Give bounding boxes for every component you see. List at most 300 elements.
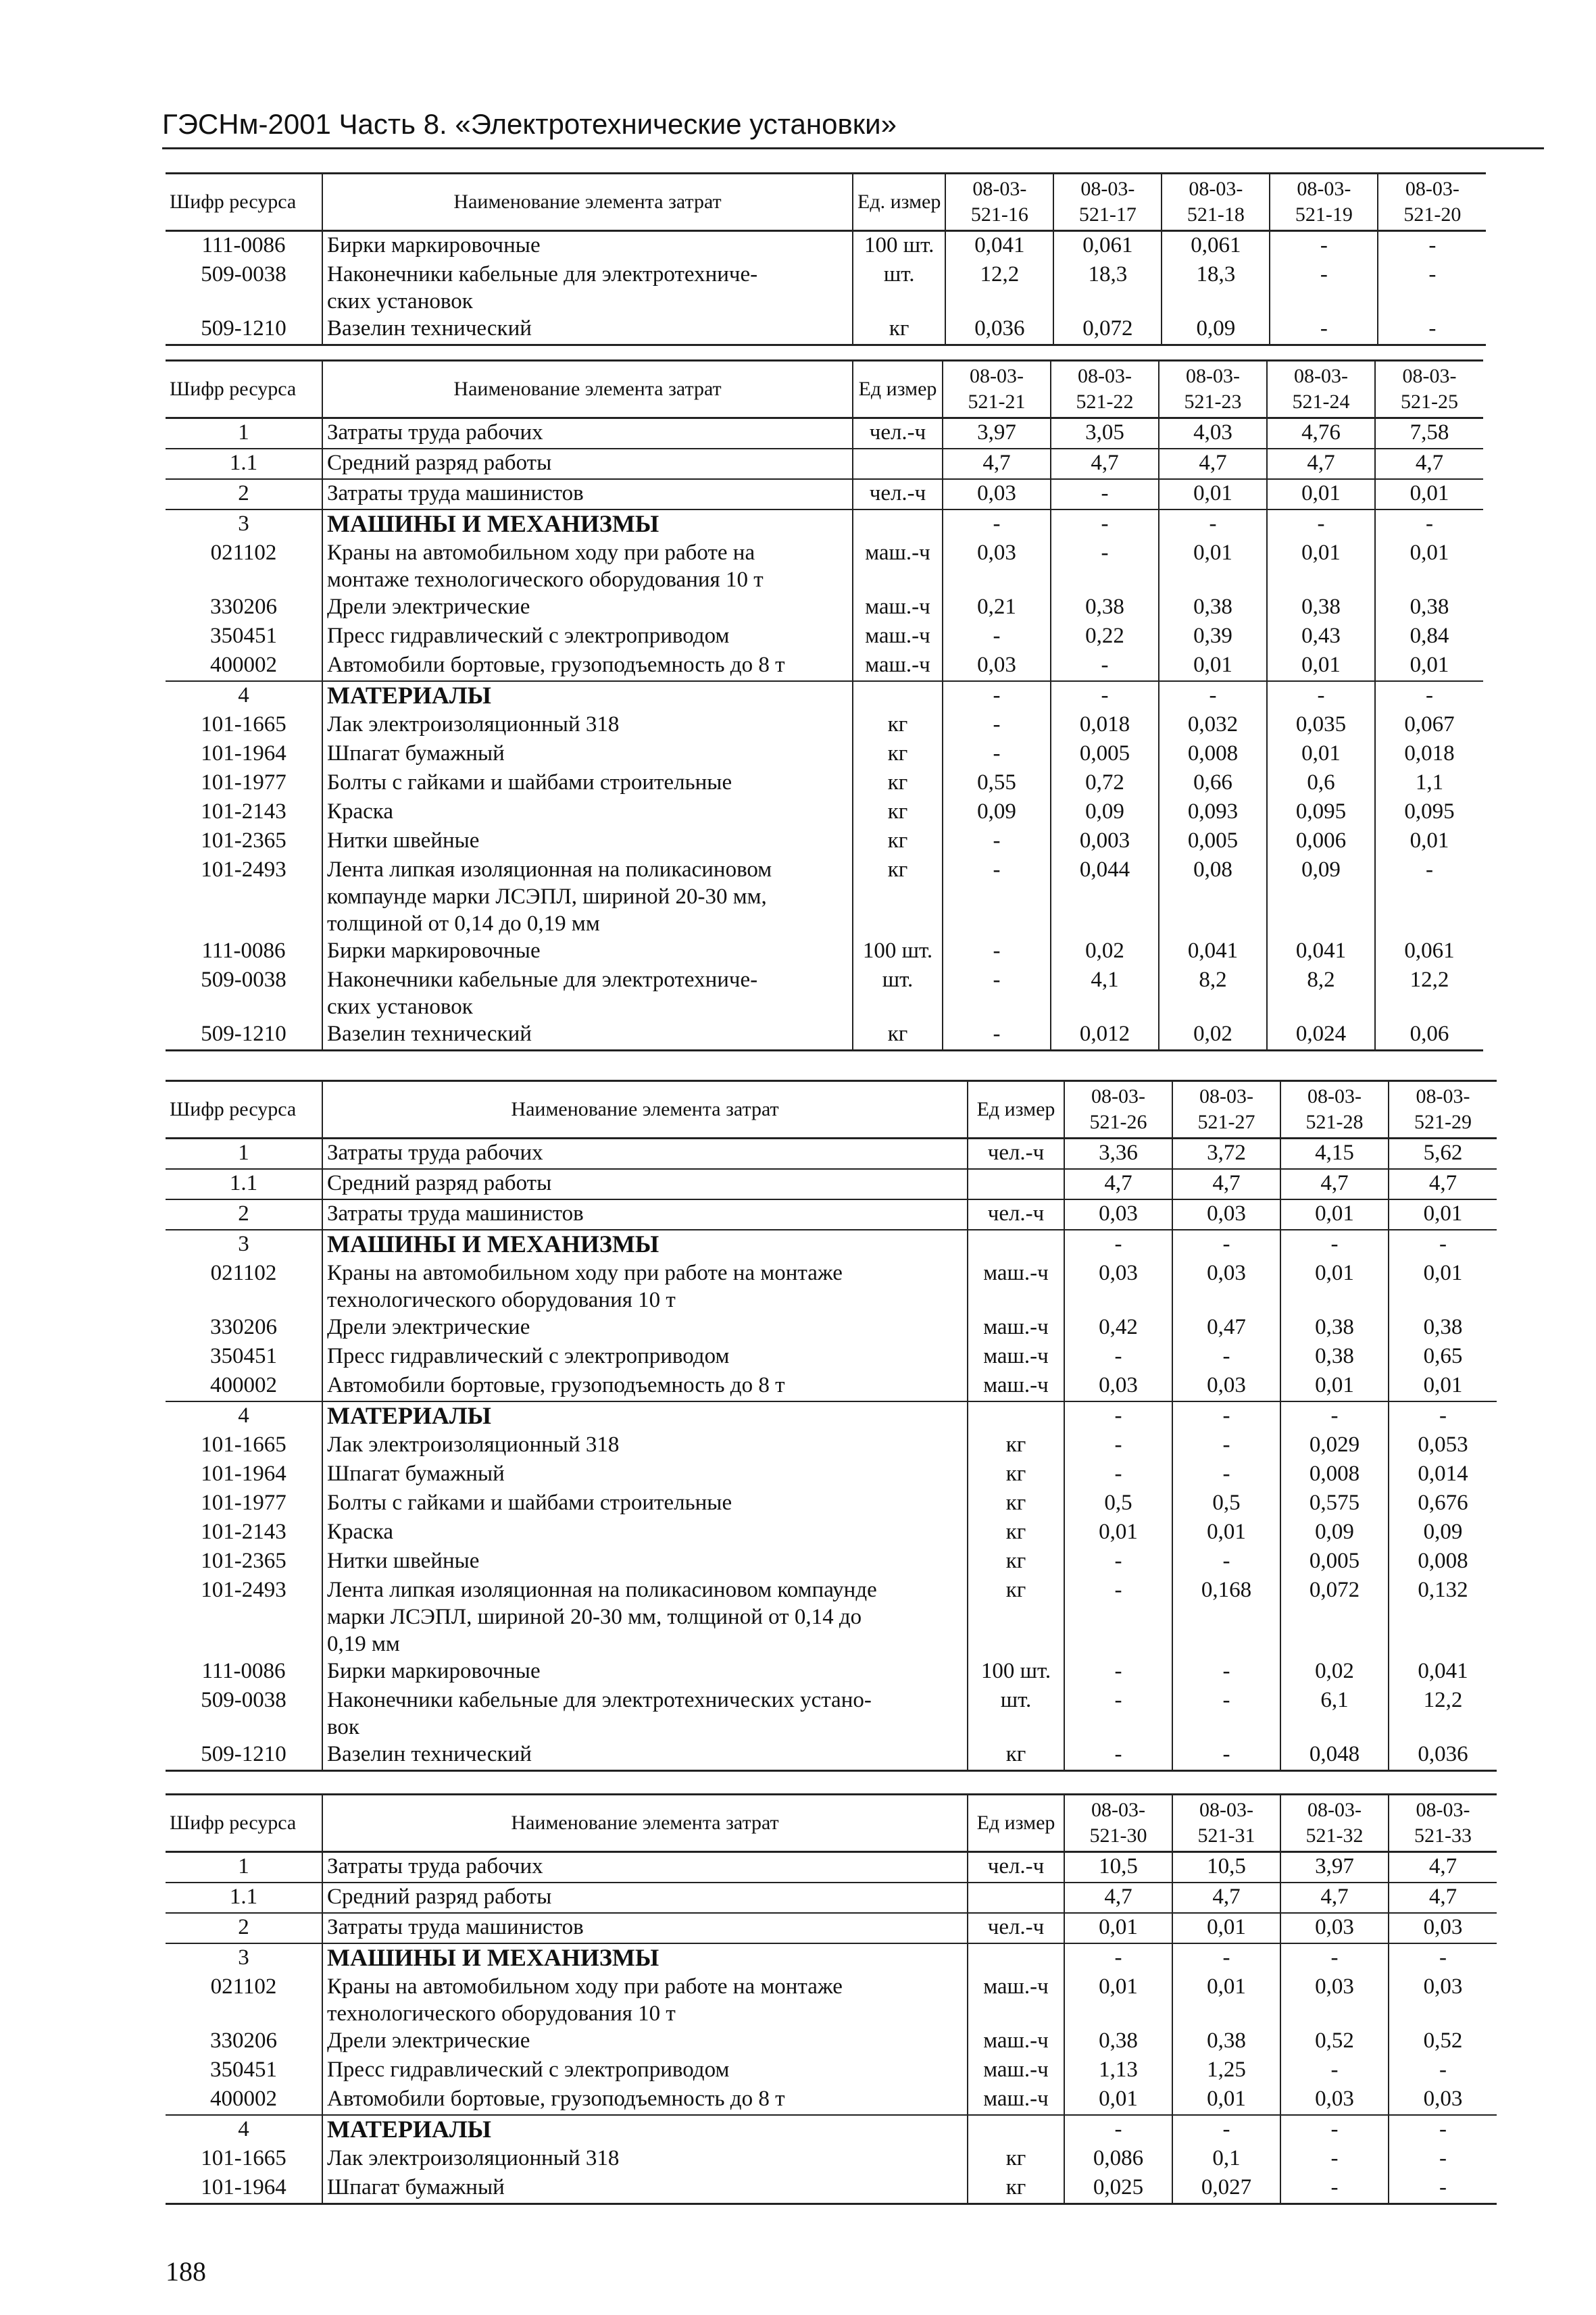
resource-value: - — [1064, 1576, 1172, 1658]
table-row — [166, 2174, 1497, 2204]
resource-value: 0,03 — [1064, 1199, 1172, 1230]
resource-name-line: 0,19 мм — [327, 1632, 400, 1656]
table-row — [166, 2056, 1497, 2085]
table-row — [166, 1687, 1497, 1741]
resource-unit: кг — [853, 315, 945, 345]
resource-unit: маш.-ч — [968, 2056, 1064, 2085]
resource-value: 4,03 — [1159, 418, 1267, 449]
resource-value: 0,39 — [1159, 622, 1267, 651]
resource-value: 0,086 — [1064, 2145, 1172, 2174]
resource-value: 0,025 — [1064, 2174, 1172, 2204]
resource-code: 3 — [238, 512, 249, 536]
resource-value: - — [1051, 509, 1159, 539]
resource-value: - — [1172, 1687, 1280, 1741]
resource-name-line: Дрели электрические — [327, 1315, 530, 1339]
table-row — [166, 711, 1483, 740]
resource-code: 330206 — [210, 1315, 277, 1339]
resource-value: - — [1172, 2115, 1280, 2145]
resource-unit: кг — [968, 1741, 1064, 1771]
resource-code: 111-0086 — [201, 1659, 286, 1683]
resource-unit: маш.-ч — [968, 1973, 1064, 2027]
resource-name-line: Вазелин технический — [327, 1742, 532, 1766]
resource-code: 021102 — [210, 541, 277, 565]
norm-code-line: 521-28 — [1305, 1111, 1364, 1133]
resource-name-line: Бирки маркировочные — [327, 1659, 541, 1683]
resource-value: 0,676 — [1389, 1489, 1497, 1518]
resource-name — [322, 593, 853, 622]
norm-code-line: 521-29 — [1414, 1111, 1472, 1133]
resource-name-line: Вазелин технический — [327, 1022, 532, 1046]
resource-value: 8,2 — [1159, 966, 1267, 1020]
norm-code-line: 521-24 — [1292, 391, 1350, 413]
resource-value: 4,7 — [1389, 1852, 1497, 1883]
resource-name — [322, 740, 853, 769]
resource-value: - — [943, 937, 1051, 966]
table-row — [166, 1852, 1497, 1883]
resource-value: 1,25 — [1172, 2056, 1280, 2085]
resource-value: 0,52 — [1280, 2027, 1389, 2056]
resource-name — [322, 1943, 968, 1973]
resource-value: 4,7 — [1389, 1169, 1497, 1199]
resource-value: 0,01 — [1389, 1260, 1497, 1314]
resource-value: 4,7 — [1064, 1883, 1172, 1913]
resource-name — [322, 1431, 968, 1460]
resource-name — [322, 2085, 968, 2115]
resource-value: 0,041 — [945, 231, 1053, 262]
resource-value: - — [1378, 231, 1486, 262]
resource-value: 0,067 — [1375, 711, 1483, 740]
resource-value: 3,97 — [1280, 1852, 1389, 1883]
table-row — [166, 1576, 1497, 1658]
resource-name — [322, 1199, 968, 1230]
resource-value: 0,044 — [1051, 856, 1159, 937]
resource-name-line: Наконечники кабельные для электротехниче- — [327, 262, 758, 287]
resource-unit: чел.-ч — [968, 1852, 1064, 1883]
resource-value: 3,05 — [1051, 418, 1159, 449]
resource-value: 0,09 — [1389, 1518, 1497, 1547]
resource-name-line: Дрели электрические — [327, 2028, 530, 2053]
resource-unit — [968, 1401, 1064, 1431]
resource-value: 0,01 — [1064, 1973, 1172, 2027]
resource-value: 0,008 — [1159, 740, 1267, 769]
resource-value: 0,02 — [1159, 1020, 1267, 1051]
resource-code: 101-1665 — [201, 2146, 286, 2170]
resource-code: 350451 — [210, 624, 277, 648]
resource-name — [322, 1139, 968, 1170]
resource-value: 18,3 — [1162, 261, 1270, 315]
resource-value: 0,035 — [1267, 711, 1375, 740]
resource-name-line: Автомобили бортовые, грузоподъемность до 8 т — [327, 2087, 785, 2111]
resource-name — [322, 539, 853, 593]
resource-name-line: Краска — [327, 799, 393, 824]
resource-value: - — [1064, 1547, 1172, 1576]
resource-value: - — [943, 740, 1051, 769]
resource-value: 0,072 — [1280, 1576, 1389, 1658]
resource-name-line: Дрели электрические — [327, 595, 530, 619]
table-row — [166, 1139, 1497, 1170]
norm-code-line: 521-19 — [1295, 203, 1353, 226]
resource-name — [322, 856, 853, 937]
column-header-norm-code — [1051, 361, 1159, 418]
table-row — [166, 261, 1486, 315]
resource-value: 0,032 — [1159, 711, 1267, 740]
resource-code: 101-1665 — [201, 1433, 286, 1457]
resource-value: - — [1270, 315, 1378, 345]
resource-unit: кг — [968, 1431, 1064, 1460]
resource-value: - — [1159, 509, 1267, 539]
table-row — [166, 651, 1483, 681]
resource-unit: маш.-ч — [853, 651, 943, 681]
resource-value: 0,061 — [1375, 937, 1483, 966]
resource-value: - — [1051, 479, 1159, 509]
resource-unit: кг — [968, 1460, 1064, 1489]
table-row — [166, 769, 1483, 798]
resource-value: 0,55 — [943, 769, 1051, 798]
resource-code: 350451 — [210, 1344, 277, 1368]
norm-code-line: 521-27 — [1197, 1111, 1255, 1133]
resource-value: 0,575 — [1280, 1489, 1389, 1518]
norm-code-line: 08-03- — [1416, 1799, 1470, 1821]
resource-value: 0,024 — [1267, 1020, 1375, 1051]
resource-value: 12,2 — [945, 261, 1053, 315]
resource-code: 4 — [238, 683, 249, 707]
norm-code-line: 08-03- — [1199, 1085, 1253, 1107]
resource-value: 0,01 — [1172, 1913, 1280, 1943]
column-header-unit: Ед. измер — [853, 174, 945, 231]
resource-unit: чел.-ч — [968, 1913, 1064, 1943]
resource-value: - — [1064, 1343, 1172, 1372]
resource-value: 8,2 — [1267, 966, 1375, 1020]
resource-value: - — [1064, 1943, 1172, 1973]
resource-code: 101-2143 — [201, 799, 286, 824]
column-header-norm-code — [1064, 1081, 1172, 1139]
resource-value: 0,03 — [943, 539, 1051, 593]
norm-code-line: 08-03- — [1307, 1085, 1362, 1107]
resource-unit: маш.-ч — [968, 1260, 1064, 1314]
resource-name — [322, 1020, 853, 1051]
table-header-row — [166, 174, 1486, 231]
resource-unit: 100 шт. — [853, 937, 943, 966]
resource-name — [322, 418, 853, 449]
resource-name-line: Лак электроизоляционный 318 — [327, 2146, 620, 2170]
resource-name-line: Затраты труда машинистов — [327, 481, 584, 505]
resource-unit: чел.-ч — [968, 1199, 1064, 1230]
resource-value: 0,38 — [1064, 2027, 1172, 2056]
resource-value: 0,38 — [1051, 593, 1159, 622]
resource-value: 6,1 — [1280, 1687, 1389, 1741]
norm-code-line: 521-18 — [1187, 203, 1245, 226]
resource-value: 0,095 — [1267, 798, 1375, 827]
resource-name-line: вок — [327, 1715, 359, 1739]
resource-name-line: МАШИНЫ И МЕХАНИЗМЫ — [327, 1944, 659, 1971]
resource-value: 1,1 — [1375, 769, 1483, 798]
page-header: ГЭСНм-2001 Часть 8. «Электротехнические установки» — [162, 108, 897, 140]
resource-value: - — [1389, 1230, 1497, 1260]
resource-value: 0,03 — [1064, 1372, 1172, 1401]
column-header-unit: Ед измер — [968, 1081, 1064, 1139]
resource-name-line: Затраты труда рабочих — [327, 1141, 543, 1165]
resource-code: 4 — [238, 2117, 249, 2141]
table-row — [166, 1883, 1497, 1913]
resource-name — [322, 1169, 968, 1199]
resource-code: 111-0086 — [201, 233, 286, 257]
resource-value: 0,38 — [1159, 593, 1267, 622]
resource-name-line: монтаже технологического оборудования 10 т — [327, 568, 764, 592]
resource-code: 330206 — [210, 595, 277, 619]
column-header-unit: Ед измер — [853, 361, 943, 418]
resource-value: - — [943, 966, 1051, 1020]
resource-code: 4 — [238, 1403, 249, 1428]
resource-code: 3 — [238, 1232, 249, 1256]
norm-code-line: 08-03- — [970, 365, 1024, 387]
resource-value: 0,38 — [1375, 593, 1483, 622]
resource-value: 0,01 — [1267, 651, 1375, 681]
resource-code: 2 — [166, 479, 322, 509]
table-header-row — [166, 1795, 1497, 1852]
resource-value: 0,09 — [1280, 1518, 1389, 1547]
resource-code: 101-2493 — [201, 857, 286, 882]
resource-name-line: компаунде марки ЛСЭПЛ, шириной 20-30 мм, — [327, 885, 767, 909]
column-header-norm-code — [1172, 1081, 1280, 1139]
resource-value: 0,132 — [1389, 1576, 1497, 1658]
resource-name — [322, 315, 853, 345]
norm-code-line: 521-30 — [1089, 1824, 1147, 1847]
resource-name — [322, 681, 853, 711]
resource-value: - — [1172, 1230, 1280, 1260]
norm-code-line: 521-31 — [1197, 1824, 1255, 1847]
resource-name — [322, 1314, 968, 1343]
resource-unit: маш.-ч — [968, 2085, 1064, 2115]
resource-name — [322, 1687, 968, 1741]
resource-name-line: Нитки швейные — [327, 1549, 480, 1573]
resource-name — [322, 966, 853, 1020]
resource-name-line: МАТЕРИАЛЫ — [327, 2116, 491, 2143]
resource-unit: маш.-ч — [853, 622, 943, 651]
resource-name-line: МАШИНЫ И МЕХАНИЗМЫ — [327, 510, 659, 537]
table-row — [166, 1973, 1497, 2027]
norm-code-line: 08-03- — [1405, 178, 1460, 200]
resource-value: 0,005 — [1280, 1547, 1389, 1576]
table-row — [166, 1741, 1497, 1771]
resource-code: 509-1210 — [166, 1741, 322, 1771]
resource-value: 0,08 — [1159, 856, 1267, 937]
resource-value: - — [1172, 1460, 1280, 1489]
resource-value: - — [1051, 681, 1159, 711]
table-row — [166, 1943, 1497, 1973]
resource-value: 4,7 — [1375, 449, 1483, 479]
column-header-norm-code — [1375, 361, 1483, 418]
resource-code: 509-0038 — [201, 1688, 286, 1712]
resource-value: - — [1064, 1741, 1172, 1771]
resource-unit: кг — [968, 1489, 1064, 1518]
table-row — [166, 827, 1483, 856]
resource-value: - — [1280, 1401, 1389, 1431]
resource-value: - — [1172, 1943, 1280, 1973]
resource-unit — [968, 1883, 1064, 1913]
resource-value: 4,7 — [1159, 449, 1267, 479]
resource-value: 0,003 — [1051, 827, 1159, 856]
resource-unit: кг — [968, 1576, 1064, 1658]
resource-unit: кг — [853, 769, 943, 798]
resource-unit: кг — [968, 1547, 1064, 1576]
column-header-norm-code — [1172, 1795, 1280, 1852]
resource-name-line: Лак электроизоляционный 318 — [327, 712, 620, 737]
resource-unit: кг — [853, 711, 943, 740]
resource-value: - — [1172, 1547, 1280, 1576]
column-header-norm-code — [1053, 174, 1162, 231]
table-row — [166, 2085, 1497, 2115]
column-header-name: Наименование элемента затрат — [322, 1795, 968, 1852]
resource-name — [322, 449, 853, 479]
resource-value: 0,52 — [1389, 2027, 1497, 2056]
resource-value: 0,041 — [1159, 937, 1267, 966]
resource-value: - — [1375, 856, 1483, 937]
norm-code-line: 521-16 — [970, 203, 1028, 226]
resource-name-line: Краска — [327, 1520, 393, 1544]
resource-value: 0,036 — [945, 315, 1053, 345]
resource-value: - — [943, 856, 1051, 937]
resource-value: 0,03 — [1389, 1973, 1497, 2027]
resource-name-line: МАТЕРИАЛЫ — [327, 682, 491, 709]
resource-name — [322, 622, 853, 651]
resource-value: 0,095 — [1375, 798, 1483, 827]
resource-value: 0,01 — [1172, 1518, 1280, 1547]
resource-name — [322, 1741, 968, 1771]
resource-value: 7,58 — [1375, 418, 1483, 449]
resource-value: 0,02 — [1280, 1658, 1389, 1687]
resource-value: - — [1389, 2174, 1497, 2204]
resource-value: 0,72 — [1051, 769, 1159, 798]
resource-value: 0,048 — [1280, 1741, 1389, 1771]
norm-code-line: 08-03- — [1416, 1085, 1470, 1107]
resource-name — [322, 1489, 968, 1518]
resource-name-line: Средний разряд работы — [327, 1171, 552, 1195]
resource-code: 509-1210 — [166, 1020, 322, 1051]
resource-value: 0,22 — [1051, 622, 1159, 651]
page-number: 188 — [166, 2256, 206, 2287]
resource-value: 0,061 — [1053, 231, 1162, 262]
resource-code: 101-1977 — [201, 1491, 286, 1515]
norm-code-line: 08-03- — [972, 178, 1027, 200]
resource-value: 0,008 — [1280, 1460, 1389, 1489]
resource-unit: чел.-ч — [968, 1139, 1064, 1170]
resource-value: - — [1389, 1401, 1497, 1431]
resource-value: - — [1064, 1460, 1172, 1489]
resource-unit: шт. — [853, 261, 945, 315]
resource-name — [322, 711, 853, 740]
resource-code: 400002 — [166, 651, 322, 681]
resource-value: - — [1375, 509, 1483, 539]
resource-value: 12,2 — [1389, 1687, 1497, 1741]
table-row — [166, 1658, 1497, 1687]
resource-name-line: Лента липкая изоляционная на поликасиновом компаунде — [327, 1578, 877, 1602]
resource-name — [322, 1372, 968, 1401]
resource-value: - — [1378, 315, 1486, 345]
resource-value: 10,5 — [1064, 1852, 1172, 1883]
resource-value: 0,01 — [1267, 740, 1375, 769]
resource-value: 0,01 — [1280, 1372, 1389, 1401]
resource-name-line: Краны на автомобильном ходу при работе на монтаже — [327, 1974, 843, 1999]
resource-value: 0,027 — [1172, 2174, 1280, 2204]
resource-name — [322, 1518, 968, 1547]
resource-name — [322, 261, 853, 315]
resource-value: 0,47 — [1172, 1314, 1280, 1343]
resource-value: 4,76 — [1267, 418, 1375, 449]
resource-value: - — [1159, 681, 1267, 711]
resource-name — [322, 1973, 968, 2027]
table-row — [166, 1169, 1497, 1199]
resource-value: 0,38 — [1280, 1343, 1389, 1372]
column-header-norm-code — [1389, 1081, 1497, 1139]
column-header-name: Наименование элемента затрат — [322, 174, 853, 231]
resource-code: 1.1 — [166, 449, 322, 479]
table-header-row — [166, 361, 1483, 418]
resource-value: 4,7 — [1172, 1883, 1280, 1913]
resource-value: 0,053 — [1389, 1431, 1497, 1460]
resource-value: 0,01 — [1389, 1372, 1497, 1401]
resource-unit: маш.-ч — [968, 2027, 1064, 2056]
resource-name-line: Наконечники кабельные для электротехнических устано- — [327, 1688, 872, 1712]
resource-value: 0,01 — [1375, 539, 1483, 593]
resource-value: - — [1270, 261, 1378, 315]
table-row — [166, 937, 1483, 966]
resource-unit: кг — [853, 856, 943, 937]
resource-code: 111-0086 — [201, 939, 286, 963]
resource-unit: чел.-ч — [853, 418, 943, 449]
table-row — [166, 1460, 1497, 1489]
resource-value: - — [1064, 1230, 1172, 1260]
resource-name-line: Затраты труда машинистов — [327, 1915, 584, 1939]
resource-code: 1 — [166, 1139, 322, 1170]
resource-name-line: Лента липкая изоляционная на поликасиновом — [327, 857, 772, 882]
resource-value: 0,01 — [1064, 1518, 1172, 1547]
resource-table-2 — [166, 359, 1483, 1051]
resource-value: 4,7 — [1267, 449, 1375, 479]
resource-unit: 100 шт. — [968, 1658, 1064, 1687]
resource-value: - — [1064, 1658, 1172, 1687]
resource-code: 101-2493 — [201, 1578, 286, 1602]
resource-code: 1 — [166, 1852, 322, 1883]
resource-name — [322, 798, 853, 827]
resource-value: 0,01 — [1159, 539, 1267, 593]
resource-name — [322, 1260, 968, 1314]
resource-name — [322, 937, 853, 966]
resource-value: - — [943, 509, 1051, 539]
table-row — [166, 740, 1483, 769]
resource-table-1 — [166, 172, 1486, 346]
resource-name — [322, 231, 853, 262]
resource-value: - — [1389, 2056, 1497, 2085]
resource-value: 0,01 — [1389, 1199, 1497, 1230]
resource-value: 0,03 — [943, 479, 1051, 509]
resource-value: - — [1280, 2115, 1389, 2145]
resource-name — [322, 769, 853, 798]
resource-value: 0,041 — [1389, 1658, 1497, 1687]
resource-value: - — [1064, 1687, 1172, 1741]
resource-value: 0,168 — [1172, 1576, 1280, 1658]
resource-value: 0,42 — [1064, 1314, 1172, 1343]
resource-name-line: Бирки маркировочные — [327, 939, 541, 963]
norm-code-line: 08-03- — [1402, 365, 1457, 387]
resource-value: 0,03 — [1064, 1260, 1172, 1314]
column-header-norm-code — [1270, 174, 1378, 231]
resource-code: 330206 — [210, 2028, 277, 2053]
resource-value: - — [1378, 261, 1486, 315]
resource-code: 509-0038 — [201, 262, 286, 287]
header-rule — [162, 147, 1544, 149]
resource-unit — [968, 2115, 1064, 2145]
norm-code-line: 521-32 — [1305, 1824, 1364, 1847]
